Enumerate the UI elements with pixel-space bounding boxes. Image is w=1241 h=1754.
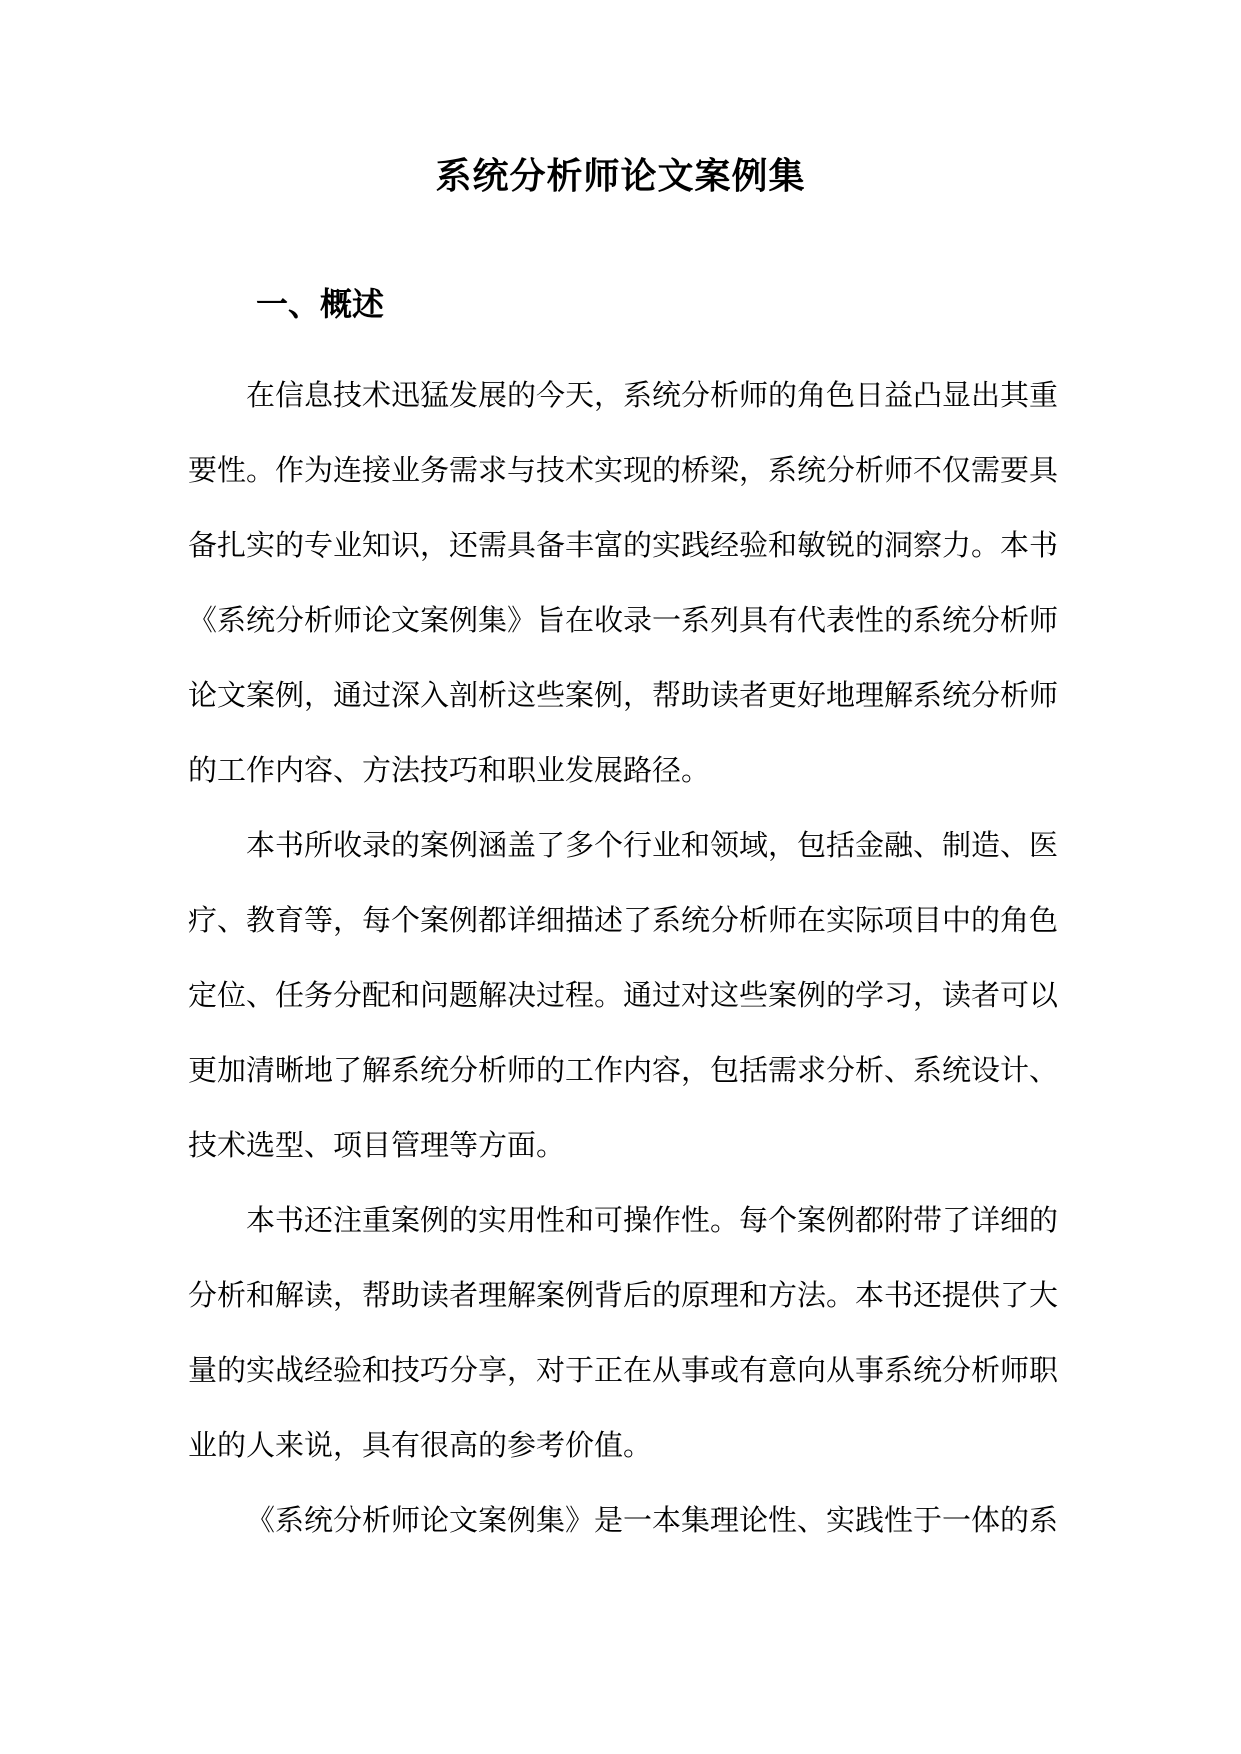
paragraph-3: 本书还注重案例的实用性和可操作性。每个案例都附带了详细的分析和解读，帮助读者理解案例背后的原理和方法。本书还提供了大量的实战经验和技巧分享，对于正在从事或有意向从事系统分析师职业的人来说，具有很高的参考价值。 bbox=[188, 1203, 1059, 1462]
paragraph-4: 《系统分析师论文案例集》是一本集理论性、实践性于一体的系 bbox=[246, 1503, 1059, 1537]
section-heading: 一、概述 bbox=[256, 285, 385, 323]
paragraph-1: 在信息技术迅猛发展的今天，系统分析师的角色日益凸显出其重要性。作为连接业务需求与技术实现的桥梁，系统分析师不仅需要具备扎实的专业知识，还需具备丰富的实践经验和敏锐的洞察力。本书《系统分析师论文案例集》旨在收录一系列具有代表性的系统分析师论文案例，通过深入剖析这些案例，帮助读者更好地理解系统分析师的工作内容、方法技巧和职业发展路径。 bbox=[188, 378, 1059, 787]
body-text bbox=[188, 358, 1058, 1558]
document-title: 系统分析师论文案例集 bbox=[435, 155, 806, 197]
paragraph-2: 本书所收录的案例涵盖了多个行业和领域，包括金融、制造、医疗、教育等，每个案例都详细描述了系统分析师在实际项目中的角色定位、任务分配和问题解决过程。通过对这些案例的学习，读者可以更加清晰地了解系统分析师的工作内容，包括需求分析、系统设计、技术选型、项目管理等方面。 bbox=[188, 828, 1059, 1162]
